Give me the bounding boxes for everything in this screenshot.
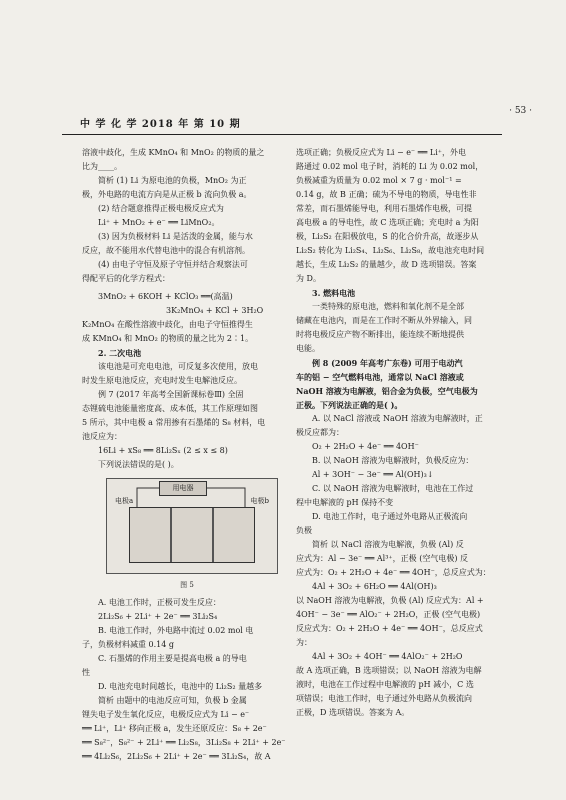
text-line: K₂MnO₄ 在酸性溶液中歧化，由电子守恒推得生	[82, 320, 253, 329]
equation: O₂ + 2H₂O + 4e⁻ ══ 4OH⁻	[312, 442, 419, 451]
text-line: ══ Li⁺，Li⁺ 移向正极 a，发生还原反应：S₈ + 2e⁻	[82, 724, 267, 733]
section-heading: 3. 燃料电池	[312, 288, 356, 298]
text-line: (3) 因为负极材料 Li 是活泼的金属，能与水	[98, 232, 253, 241]
text-line: ══ S₈²⁻，S₈²⁻ + 2Li⁺ ══ Li₂S₈，3Li₂S₈ + 2Li⁺ + 2e⁻	[82, 738, 286, 747]
option-d: D. 电池充电时间越长，电池中的 Li₂S₂ 量越多	[98, 682, 263, 691]
text-line: 车的铝 − 空气燃料电池，通常以 NaCl 溶液或	[296, 372, 464, 382]
battery-figure	[106, 478, 278, 574]
text-line: 0.14 g，故 B 正确；硫为不导电的物质，导电性非	[296, 190, 477, 199]
option-b: B. 电池工作时，外电路中流过 0.02 mol 电	[98, 626, 254, 635]
text-line: 得配平后的化学方程式：	[82, 274, 170, 283]
left-column	[82, 146, 292, 764]
text-line: 态锂硫电池能量密度高、成本低，其工作原理如图	[82, 404, 258, 413]
text-line: 极，Li₂S₂ 在阳极放电，S 的化合价升高，故逐步从	[296, 232, 479, 241]
option-c: C. 石墨烯的作用主要是提高电极 a 的导电	[98, 654, 247, 663]
equation: 3K₂MnO₄ + KCl + 3H₂O	[166, 306, 264, 315]
text-line: 为：	[296, 638, 312, 647]
text-line: 极反应都为：	[296, 428, 344, 437]
text-line: 储藏在电池内，而是在工作时不断从外界输入，同	[296, 316, 472, 325]
equation: 3MnO₂ + 6KOH + KClO₃ ══(高温)	[98, 292, 233, 301]
text-line: 子，负极材料减重 0.14 g	[82, 640, 175, 649]
text-line: 时发生原电池反应，充电时发生电解池反应。	[82, 376, 242, 385]
text-line: 液时，电池在工作过程中电解液的 pH 减小，C 选	[296, 680, 474, 689]
text-line: 一类特殊的原电池，燃料和氧化剂不是全部	[312, 302, 464, 311]
text-line: 负极	[296, 526, 312, 535]
option-d: D. 电池工作时，电子通过外电路从正极流向	[312, 512, 468, 521]
appliance-box: 用电器	[159, 481, 207, 496]
text-line: 应式为：O₂ + 2H₂O + 4e⁻ ══ 4OH⁻，总反应式为：	[296, 568, 491, 577]
text-line: 高电极 a 的导电性，故 C 选项正确；充电时 a 为阳	[296, 218, 479, 227]
equation: Al + 3OH⁻ − 3e⁻ ══ Al(OH)₃↓	[312, 470, 434, 479]
separator	[212, 508, 214, 562]
equation: Li⁺ + MnO₂ + e⁻ ══ LiMnO₂。	[98, 218, 220, 227]
question: 正极。下列说法正确的是( )。	[296, 400, 403, 410]
equation: 16Li + xS₈ ══ 8Li₂Sₓ (2 ≤ x ≤ 8)	[98, 446, 228, 455]
text-line: 为 D。	[296, 274, 321, 283]
equation: 2Li₂S₆ + 2Li⁺ + 2e⁻ ══ 3Li₂S₄	[98, 612, 218, 621]
text-line: 越长，生成 Li₂S₂ 的量越少，故 D 选项错误。答案	[296, 260, 477, 269]
text-line: 5 所示，其中电极 a 常用掺有石墨烯的 S₈ 材料，电	[82, 418, 266, 427]
text-line: 程中电解液的 pH 保持不变	[296, 498, 394, 507]
text-line: 正极，D 选项错误。答案为 A。	[296, 708, 410, 717]
electrode-a-label: 电极a	[115, 497, 134, 505]
analysis-heading: 简析 (1) Li 为原电池的负极，MnO₂ 为正	[98, 176, 247, 185]
text-line: 比为____。	[82, 162, 122, 171]
option-a: A. 以 NaCl 溶液或 NaOH 溶液为电解液时，正	[312, 414, 483, 423]
text-line: 应式为：Al − 3e⁻ ══ Al³⁺，正极 (空气电极) 反	[296, 554, 468, 563]
text-line: 以 NaOH 溶液为电解液，负极 (Al) 反应式为：Al +	[296, 596, 484, 605]
text-line: 电能。	[296, 344, 320, 353]
text-line: 时将电极反应产物不断排出，能连续不断地提供	[296, 330, 464, 339]
text-line: 该电池是可充电电池，可反复多次使用，放电	[98, 362, 258, 371]
text-line: 成 KMnO₄ 和 MnO₂ 的物质的量之比为 2∶1。	[82, 334, 254, 343]
text-line: (2) 结合题意推得正极电极反应式为	[98, 204, 224, 213]
option-c: C. 以 NaOH 溶液为电解液时，电池在工作过	[312, 484, 474, 493]
text-line: 路通过 0.02 mol 电子时，消耗的 Li 为 0.02 mol，	[296, 162, 484, 171]
text-line: (4) 由电子守恒及原子守恒并结合观察法可	[98, 260, 248, 269]
text-line: 性	[82, 668, 90, 677]
option-a: A. 电池工作时，正极可发生反应：	[98, 598, 221, 607]
text-line: 溶液中歧化，生成 KMnO₄ 和 MnO₂ 的物质的量之	[82, 148, 265, 157]
analysis-heading: 简析 由题中的电池反应可知，负极 b 金属	[98, 696, 247, 705]
journal-title: 中 学 化 学 2018 年 第 10 期	[80, 119, 241, 130]
question: 下列说法错误的是( )。	[98, 460, 179, 469]
page-number: · 53 ·	[509, 106, 532, 116]
text-line: 反应，故不能用水代替电池中的混合有机溶剂。	[82, 246, 250, 255]
figure-caption: 图 5	[180, 581, 194, 589]
text-line: 池反应为：	[82, 432, 122, 441]
text-line: 4OH⁻ − 3e⁻ ══ AlO₂⁻ + 2H₂O，正极 (空气电极)	[296, 610, 481, 619]
text-line: 锂失电子发生氧化反应，电极反应式为 Li − e⁻	[82, 710, 250, 719]
text-line: ══ 4Li₂S₆，2Li₂S₆ + 2Li⁺ + 2e⁻ ══ 3Li₂S₄，故 A	[82, 752, 271, 761]
text-line: 项错误；电池工作时，电子通过外电路从负极流向	[296, 694, 472, 703]
equation: 4Al + 3O₂ + 4OH⁻ ══ 4AlO₂⁻ + 2H₂O	[312, 652, 463, 661]
right-column	[296, 116, 508, 720]
separator	[170, 508, 172, 562]
text-line: 故 A 选项正确，B 选项错误；以 NaOH 溶液为电解	[296, 666, 482, 675]
text-line: 选项正确；负极反应式为 Li − e⁻ ══ Li⁺，外电	[296, 148, 466, 157]
text-line: 负极减重为质量为 0.02 mol × 7 g · mol⁻¹ =	[296, 176, 462, 185]
example-heading: 例 7 (2017 年高考全国新课标卷Ⅲ) 全固	[98, 390, 244, 399]
cell-body	[129, 507, 255, 563]
section-heading: 2. 二次电池	[98, 348, 142, 358]
text-line: NaOH 溶液为电解液，铝合金为负极，空气电极为	[296, 386, 478, 396]
text-line: Li₂S₂ 转化为 Li₂S₄、Li₂S₆、Li₂S₈，故电池充电时间	[296, 246, 485, 255]
equation: 4Al + 3O₂ + 6H₂O ══ 4Al(OH)₃	[312, 582, 437, 591]
text-line: 常差，而石墨烯能导电，利用石墨烯作电极，可提	[296, 204, 472, 213]
option-b: B. 以 NaOH 溶液为电解液时，负极反应为：	[312, 456, 474, 465]
example-heading: 例 8 (2009 年高考广东卷) 可用于电动汽	[312, 358, 463, 368]
text-line: 反应式为：O₂ + 2H₂O + 4e⁻ ══ 4OH⁻，总反应式	[296, 624, 483, 633]
electrode-b-label: 电极b	[250, 497, 269, 505]
analysis-heading: 简析 以 NaCl 溶液为电解液，负极 (Al) 反	[312, 540, 464, 549]
text-line: 极，外电路的电流方向是从正极 b 流向负极 a。	[82, 190, 252, 199]
